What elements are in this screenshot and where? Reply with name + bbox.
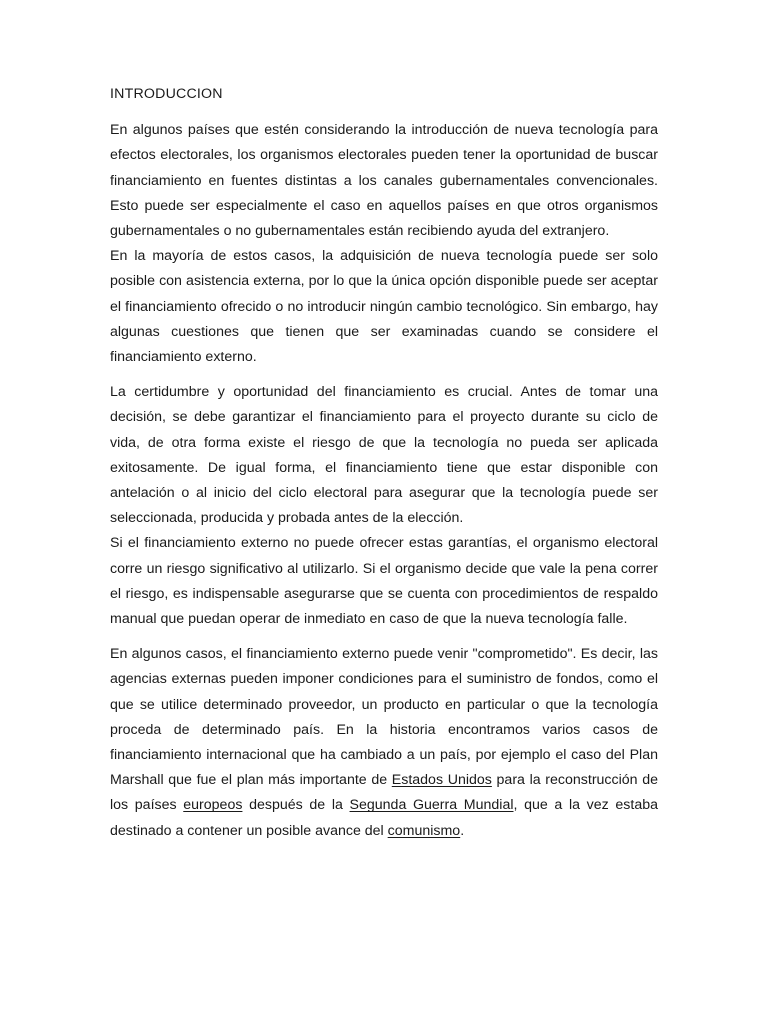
document-page	[110, 82, 658, 844]
paragraph-5-text-4: , que a la vez estaba destinado a contener un posible avance del	[110, 797, 659, 839]
paragraph-3: La certidumbre y oportunidad del financiamiento es crucial. Antes de tomar una decisión, se debe garantizar el financiamiento para el proyecto durante su ciclo de vida, de otra forma existe el riesgo de que la tecnología no pueda ser aplicada exitosamente. De igual forma, el financiamiento tiene que estar disponible con antelación o al inicio del ciclo electoral para asegurar que la tecnología puede ser seleccionada, producida y probada antes de la elección.	[110, 384, 658, 527]
link-segunda-guerra-mundial[interactable]: Segunda Guerra Mundial	[349, 797, 514, 814]
paragraph-5-text-2: para la reconstrucción de los países	[110, 772, 658, 814]
paragraph-5-text-1: En algunos casos, el financiamiento externo puede venir "comprometido". Es decir, las agencias externas pueden imponer condiciones para el suministro de fondos, como el que se utilice determinado proveedor, un producto en particular o que la tecnología proceda de determinado país. En la historia encontramos varios casos de financiamiento internacional que ha cambiado a un país, por ejemplo el caso del Plan Marshall que fue el plan más importante de	[110, 646, 658, 789]
paragraph-2: En la mayoría de estos casos, la adquisición de nueva tecnología puede ser solo posible con asistencia externa, por lo que la única opción disponible puede ser aceptar el financiamiento ofrecido o no introducir ningún cambio tecnológico. Sin embargo, hay algunas cuestiones que tienen que ser examinadas cuando se considere el financiamiento externo.	[110, 248, 658, 366]
link-comunismo[interactable]: comunismo	[387, 822, 461, 839]
paragraph-5	[110, 642, 658, 844]
paragraph-4: Si el financiamiento externo no puede ofrecer estas garantías, el organismo electoral corre un riesgo significativo al utilizarlo. Si el organismo decide que vale la pena correr el riesgo, es indispensable asegurarse que se cuenta con procedimientos de respaldo manual que puedan operar de inmediato en caso de que la nueva tecnología falle.	[110, 535, 658, 628]
document-heading: INTRODUCCION	[110, 86, 223, 102]
paragraph-5-text-3: después de la	[242, 797, 350, 814]
paragraph-5-text-5: .	[460, 822, 465, 839]
link-europeos[interactable]: europeos	[183, 797, 243, 814]
link-estados-unidos[interactable]: Estados Unidos	[391, 772, 492, 789]
paragraph-1: En algunos países que estén considerando la introducción de nueva tecnología para efectos electorales, los organismos electorales pueden tener la oportunidad de buscar financiamiento en fuentes distintas a los canales gubernamentales convencionales. Esto puede ser especialmente el caso en aquellos países en que otros organismos gubernamentales o no gubernamentales están recibiendo ayuda del extranjero.	[110, 122, 658, 240]
